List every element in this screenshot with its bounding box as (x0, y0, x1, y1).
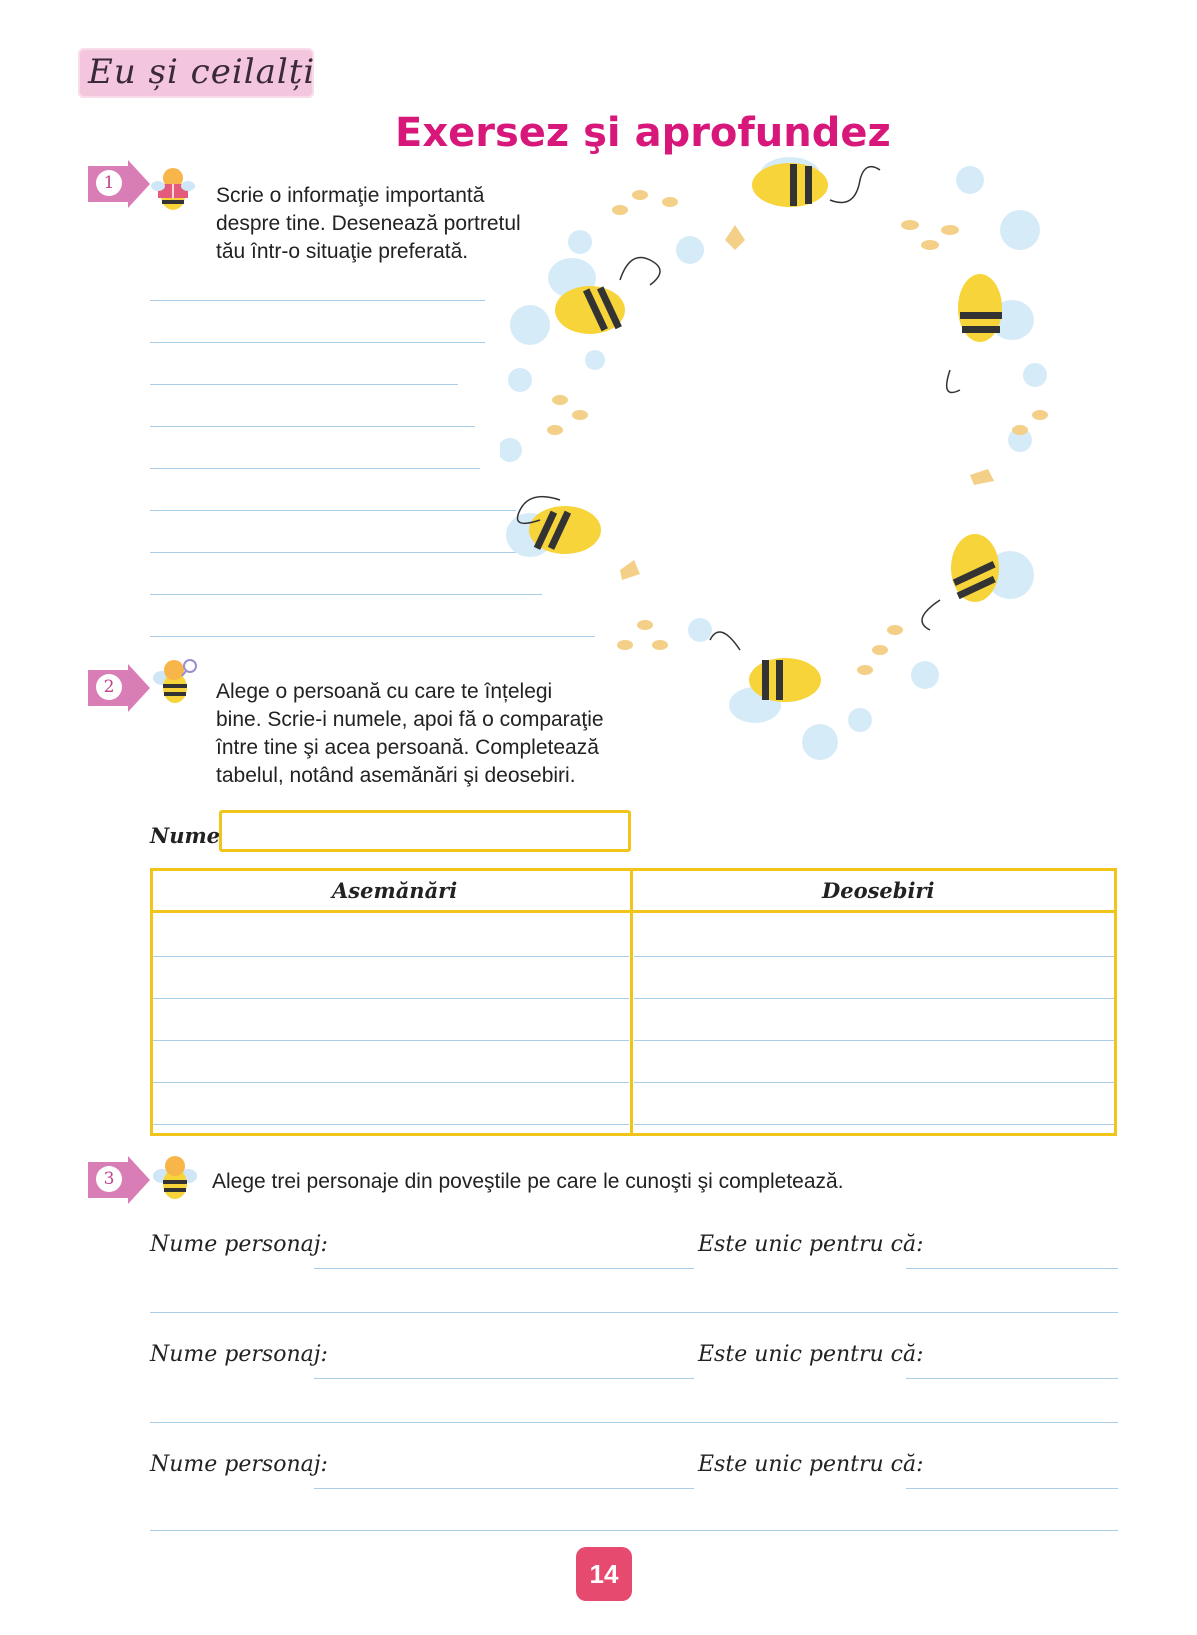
similarities-writing-line[interactable] (153, 1082, 629, 1083)
name-label: Nume (150, 823, 221, 848)
exercise-1-instructions (216, 182, 521, 266)
instruction-line: bine. Scrie-i numele, apoi fă o comparaţie (216, 708, 604, 731)
bee-icon (548, 258, 625, 334)
comparison-table (150, 868, 1117, 1136)
differences-writing-line[interactable] (634, 956, 1114, 957)
character-unique-label: Este unic pentru că: (698, 1452, 924, 1477)
instruction-line: între tine şi acea persoană. Completează (216, 736, 599, 759)
bee-icon (752, 157, 828, 207)
character-unique-line[interactable] (906, 1378, 1118, 1379)
differences-writing-line[interactable] (634, 1124, 1114, 1125)
writing-line[interactable] (150, 510, 516, 511)
character-name-label: Nume personaj: (150, 1452, 328, 1477)
table-column-divider (630, 868, 633, 1136)
bee-icon (729, 658, 821, 723)
character-name-label: Nume personaj: (150, 1232, 328, 1257)
character-name-line[interactable] (314, 1378, 694, 1379)
bee-icon (506, 506, 601, 557)
similarities-writing-line[interactable] (153, 998, 629, 999)
exercise-number: 2 (96, 674, 122, 700)
differences-writing-line[interactable] (634, 1082, 1114, 1083)
instruction-line: despre tine. Desenează portretul (216, 212, 521, 235)
instruction-line: tabelul, notând asemănări şi deosebiri. (216, 764, 576, 787)
writing-line[interactable] (150, 384, 458, 385)
writing-line[interactable] (150, 342, 485, 343)
character-name-line[interactable] (314, 1488, 694, 1489)
character-name-label: Nume personaj: (150, 1342, 328, 1367)
similarities-writing-line[interactable] (153, 1124, 629, 1125)
exercise-marker-2 (88, 664, 152, 712)
writing-line[interactable] (150, 426, 475, 427)
character-unique-label: Este unic pentru că: (698, 1232, 924, 1257)
page-number-badge: 14 (576, 1547, 632, 1601)
exercise-2-instructions (216, 678, 604, 790)
exercise-number: 1 (96, 170, 122, 196)
character-name-line[interactable] (314, 1268, 694, 1269)
page-title: Exersez şi aprofundez (395, 110, 891, 156)
similarities-writing-line[interactable] (153, 1040, 629, 1041)
writing-line[interactable] (150, 468, 480, 469)
instruction-line: Alege o persoană cu care te înțelegi (216, 680, 553, 703)
exercise-3-instructions: Alege trei personaje din poveştile pe care le cunoşti şi completează. (212, 1170, 844, 1193)
magnifier-bee-icon (152, 654, 198, 706)
instruction-line: Scrie o informaţie importantă (216, 184, 485, 207)
name-input-box[interactable] (219, 810, 631, 852)
writing-line[interactable] (150, 1530, 1118, 1531)
writing-line[interactable] (150, 300, 485, 301)
column-header-differences: Deosebiri (822, 878, 935, 903)
writing-line[interactable] (150, 1312, 1118, 1313)
character-unique-label: Este unic pentru că: (698, 1342, 924, 1367)
writing-line[interactable] (150, 552, 516, 553)
writing-line[interactable] (150, 594, 542, 595)
table-header-divider (150, 910, 1117, 913)
instruction-line: tău într-o situaţie preferată. (216, 240, 469, 263)
exercise-marker-3 (88, 1156, 152, 1204)
bee-icon (951, 534, 1034, 602)
reading-bee-icon (150, 162, 196, 214)
column-header-similarities: Asemănări (332, 878, 458, 903)
differences-writing-line[interactable] (634, 1040, 1114, 1041)
similarities-writing-line[interactable] (153, 956, 629, 957)
bee-icon (958, 274, 1034, 342)
wreath-decoration (500, 157, 1048, 760)
character-unique-line[interactable] (906, 1488, 1118, 1489)
exercise-number: 3 (96, 1166, 122, 1192)
bee-icon (152, 1150, 198, 1202)
writing-line[interactable] (150, 1422, 1118, 1423)
exercise-marker-1 (88, 160, 152, 208)
differences-writing-line[interactable] (634, 998, 1114, 999)
character-unique-line[interactable] (906, 1268, 1118, 1269)
section-header-label: Eu și ceilalți (88, 52, 316, 92)
